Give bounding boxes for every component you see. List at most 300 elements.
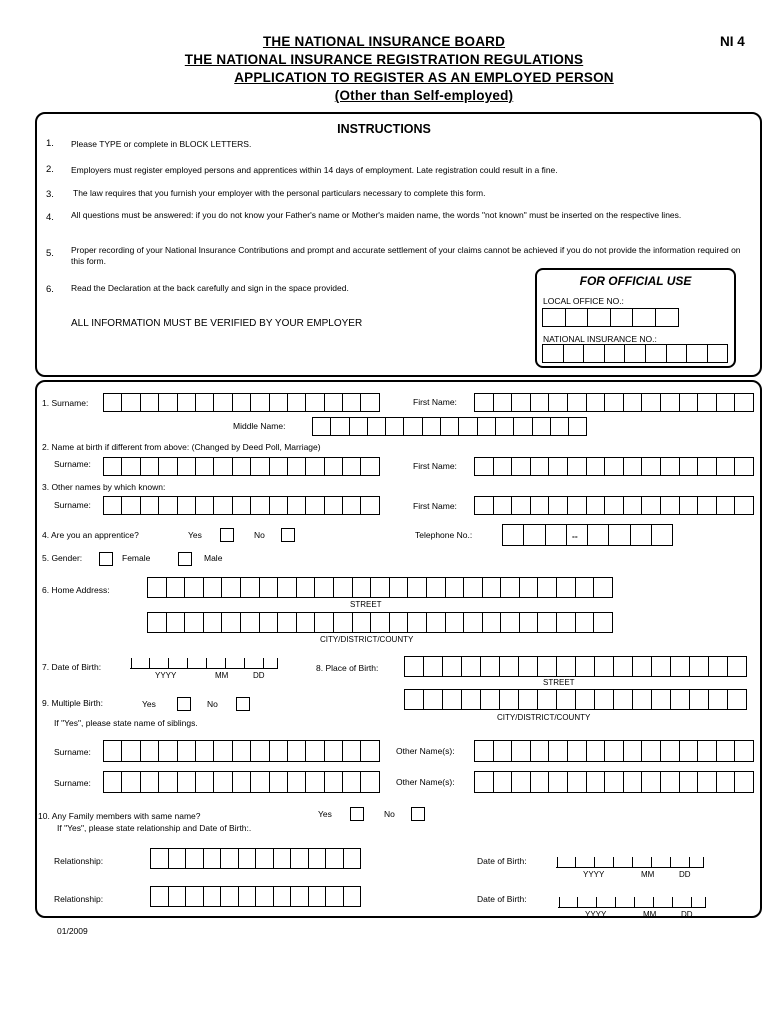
input-cell[interactable] [568, 772, 587, 792]
input-cell[interactable] [549, 458, 568, 475]
input-cell[interactable] [551, 418, 569, 435]
input-cell[interactable] [297, 613, 316, 632]
place-of-birth-street-field[interactable] [404, 656, 747, 677]
input-cell[interactable] [186, 849, 204, 868]
q10-yes-checkbox[interactable] [350, 807, 364, 821]
input-cell[interactable] [549, 741, 568, 761]
input-cell[interactable] [334, 613, 353, 632]
input-cell[interactable] [104, 458, 122, 475]
input-cell[interactable] [576, 657, 595, 676]
input-cell[interactable] [531, 497, 550, 514]
input-cell[interactable] [241, 578, 260, 597]
input-cell[interactable] [624, 394, 643, 411]
input-cell[interactable] [717, 458, 736, 475]
input-cell[interactable] [288, 741, 306, 761]
input-cell[interactable] [549, 497, 568, 514]
q9-yes-checkbox[interactable] [177, 697, 191, 711]
relationship-1-dob-field[interactable] [556, 852, 704, 868]
input-cell[interactable] [624, 458, 643, 475]
input-cell[interactable] [148, 613, 167, 632]
input-cell[interactable] [270, 394, 288, 411]
sibling-1-surname-field[interactable] [103, 740, 380, 762]
input-cell[interactable] [475, 772, 494, 792]
input-cell[interactable] [306, 497, 324, 514]
input-cell[interactable] [313, 418, 331, 435]
input-cell[interactable] [270, 458, 288, 475]
input-cell[interactable] [698, 458, 717, 475]
input-cell[interactable] [514, 418, 532, 435]
input-cell[interactable] [698, 394, 717, 411]
input-cell[interactable] [564, 345, 585, 362]
input-cell[interactable] [546, 525, 567, 545]
input-cell[interactable] [214, 458, 232, 475]
input-cell[interactable] [344, 887, 362, 906]
input-cell[interactable] [512, 772, 531, 792]
input-cell[interactable] [605, 741, 624, 761]
input-cell[interactable] [698, 772, 717, 792]
input-cell[interactable] [478, 418, 496, 435]
input-cell[interactable] [496, 418, 514, 435]
input-cell[interactable] [148, 578, 167, 597]
input-cell[interactable] [368, 418, 386, 435]
input-cell[interactable] [204, 578, 223, 597]
input-cell[interactable] [464, 578, 483, 597]
q4-yes-checkbox[interactable] [220, 528, 234, 542]
input-cell[interactable] [196, 497, 214, 514]
input-cell[interactable] [709, 690, 728, 709]
input-cell[interactable] [343, 772, 361, 792]
input-cell[interactable] [605, 497, 624, 514]
input-cell[interactable] [652, 690, 671, 709]
input-cell[interactable] [464, 613, 483, 632]
relationship-2-dob-field[interactable] [558, 892, 706, 908]
input-cell[interactable] [141, 741, 159, 761]
input-cell[interactable] [159, 394, 177, 411]
input-cell[interactable] [315, 578, 334, 597]
input-cell[interactable] [443, 690, 462, 709]
input-cell[interactable] [325, 772, 343, 792]
input-cell[interactable] [568, 394, 587, 411]
input-cell[interactable] [270, 772, 288, 792]
input-cell[interactable] [569, 418, 587, 435]
input-cell[interactable] [661, 497, 680, 514]
input-cell[interactable] [325, 741, 343, 761]
input-cell[interactable] [494, 772, 513, 792]
input-cell[interactable] [222, 613, 241, 632]
input-cell[interactable] [291, 887, 309, 906]
input-cell[interactable] [306, 458, 324, 475]
input-cell[interactable] [576, 613, 595, 632]
input-cell[interactable] [178, 394, 196, 411]
q3-surname-field[interactable] [103, 496, 380, 515]
input-cell[interactable] [717, 497, 736, 514]
input-cell[interactable] [441, 418, 459, 435]
input-cell[interactable] [494, 394, 513, 411]
input-cell[interactable] [361, 394, 379, 411]
q2-surname-field[interactable] [103, 457, 380, 476]
relationship-2-field[interactable] [150, 886, 361, 907]
input-cell[interactable] [251, 741, 269, 761]
input-cell[interactable] [503, 525, 524, 545]
input-cell[interactable] [519, 690, 538, 709]
input-cell[interactable] [690, 690, 709, 709]
female-checkbox[interactable] [99, 552, 113, 566]
input-cell[interactable] [646, 345, 667, 362]
input-cell[interactable] [557, 690, 576, 709]
input-cell[interactable] [196, 741, 214, 761]
input-cell[interactable] [278, 613, 297, 632]
input-cell[interactable] [588, 525, 609, 545]
input-cell[interactable] [735, 394, 754, 411]
input-cell[interactable] [141, 497, 159, 514]
input-cell[interactable] [633, 309, 656, 326]
input-cell[interactable] [204, 887, 222, 906]
input-cell[interactable] [459, 418, 477, 435]
input-cell[interactable] [386, 418, 404, 435]
sibling-2-surname-field[interactable] [103, 771, 380, 793]
input-cell[interactable] [214, 772, 232, 792]
input-cell[interactable] [557, 578, 576, 597]
input-cell[interactable] [325, 458, 343, 475]
input-cell[interactable] [270, 741, 288, 761]
input-cell[interactable] [576, 578, 595, 597]
input-cell[interactable] [159, 741, 177, 761]
input-cell[interactable] [624, 741, 643, 761]
input-cell[interactable] [494, 741, 513, 761]
input-cell[interactable] [642, 394, 661, 411]
input-cell[interactable] [274, 849, 292, 868]
input-cell[interactable] [315, 613, 334, 632]
input-cell[interactable] [568, 741, 587, 761]
input-cell[interactable] [178, 497, 196, 514]
input-cell[interactable] [104, 394, 122, 411]
q3-first-name-field[interactable] [474, 496, 754, 515]
input-cell[interactable] [239, 887, 257, 906]
input-cell[interactable] [475, 458, 494, 475]
input-cell[interactable] [256, 849, 274, 868]
input-cell[interactable] [270, 497, 288, 514]
input-cell[interactable] [167, 578, 186, 597]
input-cell[interactable] [481, 657, 500, 676]
input-cell[interactable] [288, 497, 306, 514]
input-cell[interactable] [501, 578, 520, 597]
input-cell[interactable] [462, 690, 481, 709]
input-cell[interactable] [239, 849, 257, 868]
input-cell[interactable] [494, 497, 513, 514]
input-cell[interactable] [587, 772, 606, 792]
input-cell[interactable] [159, 772, 177, 792]
input-cell[interactable] [178, 741, 196, 761]
input-cell[interactable] [475, 394, 494, 411]
input-cell[interactable] [728, 657, 747, 676]
input-cell[interactable] [241, 613, 260, 632]
input-cell[interactable] [288, 772, 306, 792]
input-cell[interactable] [588, 309, 611, 326]
q9-no-checkbox[interactable] [236, 697, 250, 711]
sibling-2-other-names-field[interactable] [474, 771, 754, 793]
input-cell[interactable] [538, 657, 557, 676]
input-cell[interactable] [595, 690, 614, 709]
input-cell[interactable] [260, 578, 279, 597]
input-cell[interactable] [624, 497, 643, 514]
input-cell[interactable] [306, 394, 324, 411]
input-cell[interactable] [390, 578, 409, 597]
input-cell[interactable] [735, 741, 754, 761]
input-cell[interactable] [566, 309, 589, 326]
q1-surname-field[interactable] [103, 393, 380, 412]
input-cell[interactable] [344, 849, 362, 868]
input-cell[interactable] [446, 613, 465, 632]
input-cell[interactable] [196, 394, 214, 411]
input-cell[interactable] [656, 309, 679, 326]
input-cell[interactable] [717, 772, 736, 792]
input-cell[interactable] [251, 394, 269, 411]
input-cell[interactable] [104, 497, 122, 514]
input-cell[interactable] [483, 578, 502, 597]
input-cell[interactable] [609, 525, 630, 545]
input-cell[interactable] [652, 525, 673, 545]
input-cell[interactable] [169, 849, 187, 868]
input-cell[interactable] [520, 613, 539, 632]
input-cell[interactable] [671, 690, 690, 709]
input-cell[interactable] [538, 578, 557, 597]
input-cell[interactable] [204, 849, 222, 868]
input-cell[interactable] [306, 772, 324, 792]
input-cell[interactable] [186, 887, 204, 906]
input-cell[interactable] [680, 394, 699, 411]
input-cell[interactable] [343, 394, 361, 411]
input-cell[interactable] [291, 849, 309, 868]
input-cell[interactable] [642, 497, 661, 514]
input-cell[interactable] [568, 458, 587, 475]
input-cell[interactable] [371, 613, 390, 632]
input-cell[interactable] [353, 613, 372, 632]
input-cell[interactable] [625, 345, 646, 362]
input-cell[interactable] [233, 394, 251, 411]
input-cell[interactable] [196, 458, 214, 475]
input-cell[interactable] [288, 458, 306, 475]
input-cell[interactable] [717, 741, 736, 761]
input-cell[interactable] [708, 345, 729, 362]
input-cell[interactable] [605, 345, 626, 362]
input-cell[interactable] [408, 578, 427, 597]
input-cell[interactable] [371, 578, 390, 597]
input-cell[interactable] [350, 418, 368, 435]
input-cell[interactable] [735, 772, 754, 792]
input-cell[interactable] [309, 849, 327, 868]
input-cell[interactable] [260, 613, 279, 632]
ni-number-field[interactable] [542, 344, 728, 363]
input-cell[interactable] [221, 887, 239, 906]
input-cell[interactable] [680, 497, 699, 514]
input-cell[interactable] [614, 690, 633, 709]
input-cell[interactable] [605, 458, 624, 475]
q10-no-checkbox[interactable] [411, 807, 425, 821]
input-cell[interactable] [159, 458, 177, 475]
input-cell[interactable] [642, 772, 661, 792]
input-cell[interactable] [735, 458, 754, 475]
input-cell[interactable] [501, 613, 520, 632]
input-cell[interactable] [196, 772, 214, 792]
input-cell[interactable] [251, 772, 269, 792]
input-cell[interactable] [233, 772, 251, 792]
city-field[interactable] [147, 612, 613, 633]
input-cell[interactable] [214, 394, 232, 411]
input-cell[interactable] [680, 458, 699, 475]
input-cell[interactable] [614, 657, 633, 676]
q4-no-checkbox[interactable] [281, 528, 295, 542]
input-cell[interactable] [221, 849, 239, 868]
input-cell[interactable] [361, 741, 379, 761]
input-cell[interactable] [256, 887, 274, 906]
input-cell[interactable] [584, 345, 605, 362]
place-of-birth-city-field[interactable] [404, 689, 747, 710]
input-cell[interactable] [538, 613, 557, 632]
input-cell[interactable] [531, 741, 550, 761]
input-cell[interactable] [512, 497, 531, 514]
input-cell[interactable] [698, 741, 717, 761]
input-cell[interactable] [141, 458, 159, 475]
input-cell[interactable] [594, 578, 613, 597]
input-cell[interactable] [652, 657, 671, 676]
input-cell[interactable] [483, 613, 502, 632]
input-cell[interactable] [104, 772, 122, 792]
input-cell[interactable] [500, 657, 519, 676]
input-cell[interactable] [343, 458, 361, 475]
input-cell[interactable] [595, 657, 614, 676]
input-cell[interactable] [122, 394, 140, 411]
input-cell[interactable] [326, 849, 344, 868]
input-cell[interactable] [687, 345, 708, 362]
input-cell[interactable] [405, 690, 424, 709]
input-cell[interactable] [325, 497, 343, 514]
input-cell[interactable] [698, 497, 717, 514]
input-cell[interactable] [251, 497, 269, 514]
input-cell[interactable] [494, 458, 513, 475]
dob-field[interactable] [130, 653, 278, 669]
input-cell[interactable] [512, 394, 531, 411]
input-cell[interactable] [361, 458, 379, 475]
input-cell[interactable] [169, 887, 187, 906]
input-cell[interactable] [642, 458, 661, 475]
input-cell[interactable] [122, 772, 140, 792]
input-cell[interactable] [122, 497, 140, 514]
input-cell[interactable] [443, 657, 462, 676]
input-cell[interactable] [214, 741, 232, 761]
input-cell[interactable] [680, 741, 699, 761]
input-cell[interactable] [390, 613, 409, 632]
input-cell[interactable] [709, 657, 728, 676]
input-cell[interactable] [481, 690, 500, 709]
input-cell[interactable] [274, 887, 292, 906]
input-cell[interactable] [331, 418, 349, 435]
input-cell[interactable] [717, 394, 736, 411]
input-cell[interactable] [631, 525, 652, 545]
input-cell[interactable] [680, 772, 699, 792]
input-cell[interactable] [667, 345, 688, 362]
input-cell[interactable] [633, 690, 652, 709]
input-cell[interactable] [204, 613, 223, 632]
input-cell[interactable] [233, 741, 251, 761]
input-cell[interactable] [475, 741, 494, 761]
input-cell[interactable] [642, 741, 661, 761]
male-checkbox[interactable] [178, 552, 192, 566]
input-cell[interactable] [531, 394, 550, 411]
input-cell[interactable] [557, 613, 576, 632]
input-cell[interactable] [605, 772, 624, 792]
input-cell[interactable] [343, 497, 361, 514]
input-cell[interactable] [405, 657, 424, 676]
input-cell[interactable] [151, 887, 169, 906]
input-cell[interactable] [475, 497, 494, 514]
input-cell[interactable] [512, 741, 531, 761]
input-cell[interactable] [122, 741, 140, 761]
input-cell[interactable] [671, 657, 690, 676]
input-cell[interactable] [543, 309, 566, 326]
input-cell[interactable] [309, 887, 327, 906]
input-cell[interactable] [519, 657, 538, 676]
input-cell[interactable] [361, 497, 379, 514]
input-cell[interactable] [587, 394, 606, 411]
input-cell[interactable] [594, 613, 613, 632]
input-cell[interactable] [122, 458, 140, 475]
input-cell[interactable] [728, 690, 747, 709]
input-cell[interactable] [549, 772, 568, 792]
input-cell[interactable] [178, 458, 196, 475]
input-cell[interactable] [214, 497, 232, 514]
input-cell[interactable] [557, 657, 576, 676]
input-cell[interactable] [361, 772, 379, 792]
input-cell[interactable] [233, 497, 251, 514]
input-cell[interactable] [446, 578, 465, 597]
q1-middle-name-field[interactable] [312, 417, 587, 436]
input-cell[interactable] [343, 741, 361, 761]
input-cell[interactable] [661, 741, 680, 761]
input-cell[interactable] [278, 578, 297, 597]
input-cell[interactable] [633, 657, 652, 676]
input-cell[interactable] [167, 613, 186, 632]
input-cell[interactable] [587, 741, 606, 761]
q2-first-name-field[interactable] [474, 457, 754, 476]
input-cell[interactable] [624, 772, 643, 792]
input-cell[interactable] [611, 309, 634, 326]
sibling-1-other-names-field[interactable] [474, 740, 754, 762]
input-cell[interactable] [462, 657, 481, 676]
input-cell[interactable] [735, 497, 754, 514]
input-cell[interactable] [576, 690, 595, 709]
input-cell[interactable] [424, 690, 443, 709]
input-cell[interactable] [533, 418, 551, 435]
input-cell[interactable] [538, 690, 557, 709]
input-cell[interactable] [178, 772, 196, 792]
input-cell[interactable] [353, 578, 372, 597]
input-cell[interactable] [587, 497, 606, 514]
input-cell[interactable] [334, 578, 353, 597]
input-cell[interactable] [587, 458, 606, 475]
input-cell[interactable] [531, 458, 550, 475]
input-cell[interactable] [141, 772, 159, 792]
input-cell[interactable] [404, 418, 422, 435]
input-cell[interactable] [661, 772, 680, 792]
input-cell[interactable] [424, 657, 443, 676]
input-cell[interactable] [531, 772, 550, 792]
input-cell[interactable] [568, 497, 587, 514]
input-cell[interactable] [141, 394, 159, 411]
input-cell[interactable] [326, 887, 344, 906]
input-cell[interactable] [251, 458, 269, 475]
input-cell[interactable] [233, 458, 251, 475]
input-cell[interactable] [543, 345, 564, 362]
